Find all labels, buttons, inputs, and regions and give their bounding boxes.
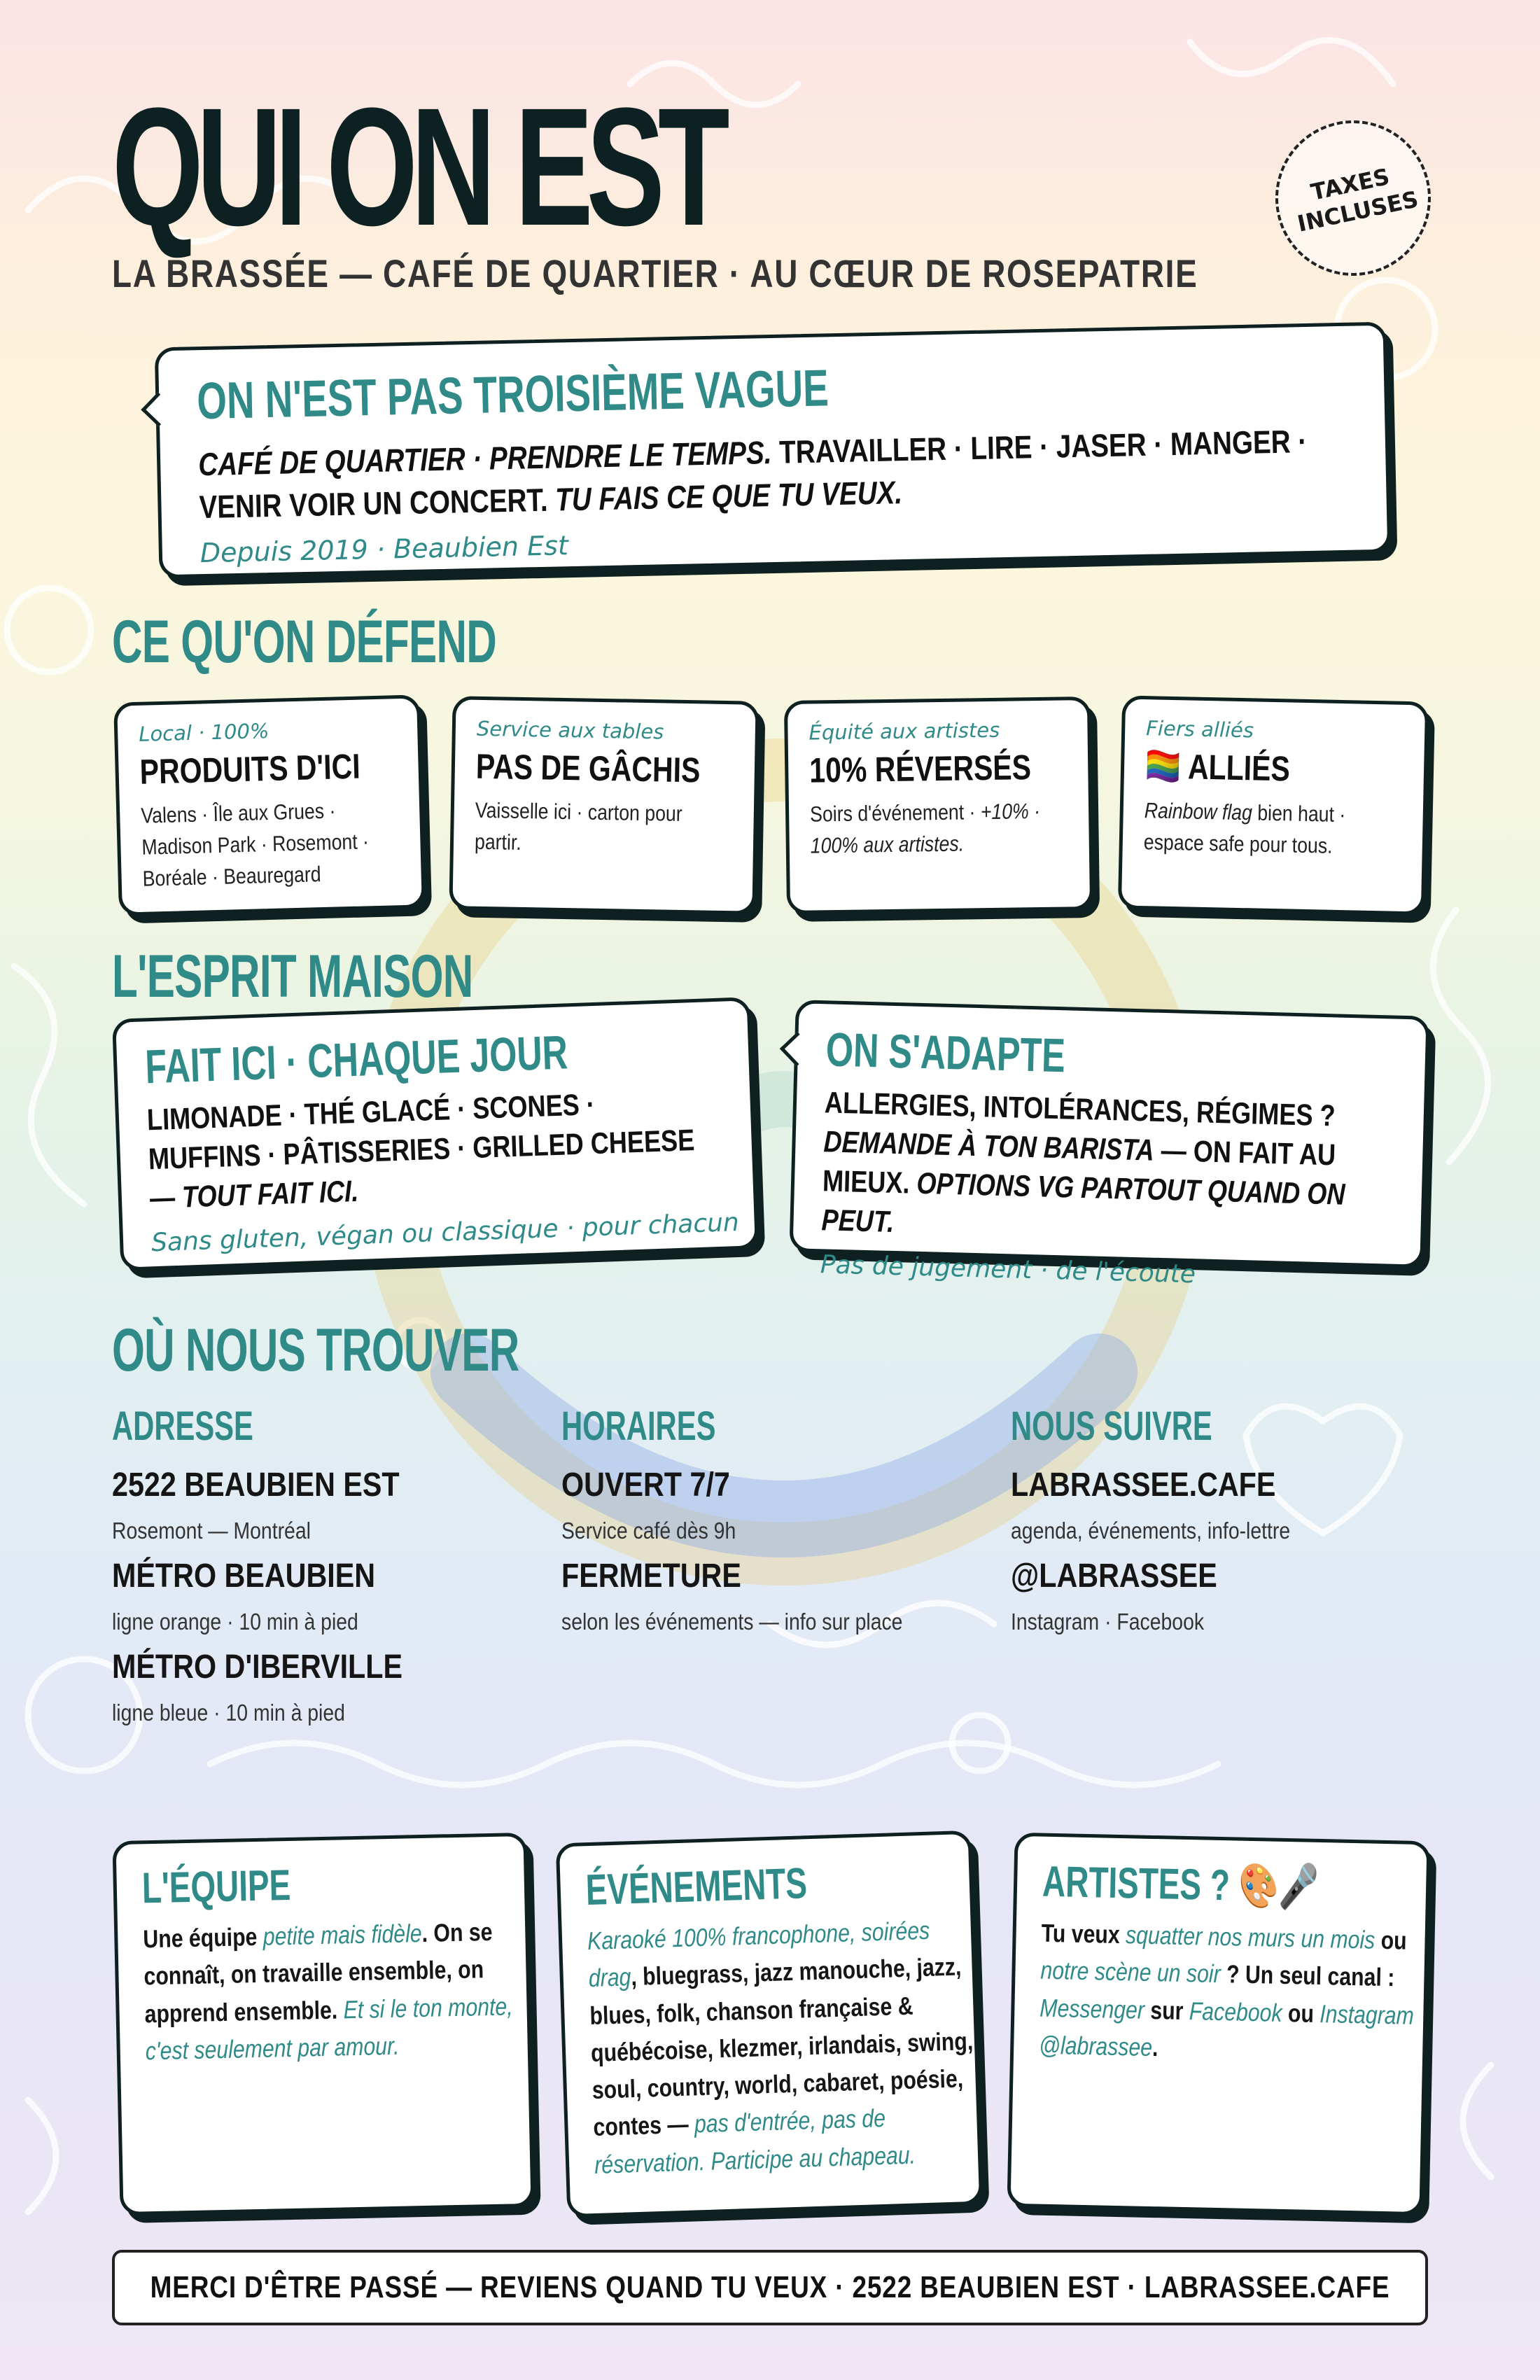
team-title: L'ÉQUIPE [141, 1861, 291, 1913]
on-sadapte-italic-2: OPTIONS VG PARTOUT QUAND ON PEUT. [821, 1166, 1346, 1239]
hours-close-sub: selon les événements — info sur place [561, 1609, 903, 1634]
hero-body-plain: TRAVAILLER · LIRE · JASER · MANGER · VENIR VOIR UN CONCERT. [198, 423, 1308, 525]
value-title: PAS DE GÂCHIS [475, 746, 701, 790]
hero-body-italic-1: CAFÉ DE QUARTIER · PRENDRE LE TEMPS. [197, 434, 773, 483]
footer-text: MERCI D'ÊTRE PASSÉ — REVIENS QUAND TU VEUX · 2522 BEAUBIEN EST · LABRASSEE.CAFE [150, 2270, 1390, 2304]
stamp-text: TAXES INCLUSES [1295, 163, 1421, 237]
value-card-gachis [449, 696, 759, 915]
team-p2: . On se connaît, on travaille ensemble, on apprend ensemble. [144, 1917, 493, 2028]
hero-card [155, 322, 1392, 579]
value-card-artistes [784, 696, 1093, 914]
team-card [112, 1833, 534, 2216]
events-h1: Karaoké 100% francophone, soirées drag [587, 1915, 930, 1993]
team-h1: petite mais fidèle [262, 1919, 423, 1951]
page-subtitle: LA BRASSÉE — CAFÉ DE QUARTIER · AU CŒUR DE ROSEPATRIE [112, 251, 1198, 295]
social-sub: Instagram · Facebook [1011, 1609, 1205, 1634]
value-tag: Service aux tables [476, 716, 664, 744]
values-heading: CE QU'ON DÉFEND [112, 608, 496, 676]
hours-open: OUVERT 7/7 [561, 1466, 730, 1504]
artists-body [1039, 1914, 1430, 2072]
value-body [810, 795, 1070, 862]
website-sub: agenda, événements, info-lettre [1011, 1518, 1291, 1544]
footer-banner [112, 2250, 1428, 2325]
artists-title-text: ARTISTES ? [1042, 1857, 1231, 1910]
events-title: ÉVÉNEMENTS [584, 1859, 808, 1915]
fait-ici-body [146, 1082, 715, 1219]
palette-microphone-icon: 🎨🎤 [1238, 1861, 1320, 1912]
team-body [143, 1912, 534, 2070]
artists-h5: Instagram @labrassee [1038, 1998, 1415, 2062]
metro-beaubien: MÉTRO BEAUBIEN [112, 1558, 376, 1595]
artists-h2: notre scène un soir [1040, 1955, 1222, 1989]
rainbow-flag-icon: 🏳️‍🌈 [1144, 746, 1182, 787]
artists-p2: ou [1374, 1925, 1408, 1955]
artists-p3: ? Un seul canal : [1220, 1959, 1395, 1992]
artists-h4: Facebook [1189, 1996, 1283, 2027]
fait-ici-signature: Sans gluten, végan ou classique · pour chacun [150, 1208, 740, 1257]
hours-label: HORAIRES [561, 1404, 716, 1449]
value-title: 10% RÉVERSÉS [808, 748, 1032, 790]
metro-iberville-sub: ligne bleue · 10 min à pied [112, 1700, 345, 1726]
social-label: NOUS SUIVRE [1011, 1404, 1212, 1449]
address-city: Rosemont — Montréal [112, 1518, 311, 1544]
artists-p1: Tu veux [1041, 1918, 1126, 1949]
hero-signature: Depuis 2019 · Beaubien Est [200, 530, 569, 569]
hero-body [198, 420, 1317, 528]
metro-iberville: MÉTRO D'IBERVILLE [112, 1648, 403, 1686]
info-heading: OÙ NOUS TROUVER [112, 1317, 519, 1384]
value-body-italic: +10% · 100% aux artistes. [810, 798, 1041, 858]
value-card-local [113, 694, 426, 916]
value-title-text: ALLIÉS [1187, 747, 1291, 789]
speech-bubble-tail [780, 1032, 814, 1066]
value-body [1143, 795, 1409, 864]
value-body-italic: Rainbow flag [1144, 798, 1253, 825]
artists-p4: sur [1144, 1995, 1190, 2025]
artists-card [1007, 1833, 1430, 2216]
fait-ici-title: FAIT ICI · CHAQUE JOUR [144, 1026, 569, 1094]
esprit-heading: L'ESPRIT MAISON [112, 943, 473, 1010]
on-sadapte-plain-2: — ON FAIT AU MIEUX. [822, 1133, 1336, 1200]
events-card [556, 1830, 983, 2218]
value-title: PRODUITS D'ICI [139, 746, 361, 792]
on-sadapte-card [789, 1000, 1429, 1289]
on-sadapte-plain-1: ALLERGIES, INTOLÉRANCES, RÉGIMES ? [824, 1086, 1336, 1133]
social-handle[interactable]: @LABRASSEE [1011, 1558, 1217, 1595]
value-tag: Équité aux artistes [808, 718, 1000, 745]
hours-open-sub: Service café dès 9h [561, 1518, 736, 1544]
taxes-stamp [1261, 106, 1445, 290]
on-sadapte-body [821, 1084, 1390, 1255]
value-tag: Local · 100% [138, 718, 270, 746]
artists-h1: squatter nos murs un mois [1125, 1920, 1376, 1954]
value-title [1145, 746, 1357, 791]
on-sadapte-title: ON S'ADAPTE [825, 1023, 1066, 1083]
hero-title: ON N'EST PAS TROISIÈME VAGUE [196, 358, 830, 430]
website-link[interactable]: LABRASSEE.CAFE [1011, 1466, 1276, 1504]
value-card-allies [1118, 695, 1429, 915]
artists-h3: Messenger [1040, 1993, 1145, 2024]
on-sadapte-signature: Pas de jugement · de l'écoute [820, 1250, 1196, 1289]
fait-ici-body-plain: LIMONADE · THÉ GLACÉ · SCONES · MUFFINS · PÂTISSERIES · GRILLED CHEESE — [146, 1088, 696, 1216]
value-body: Vaisselle ici · carton pour partir. [474, 797, 682, 855]
events-body [587, 1910, 983, 2183]
hours-close: FERMETURE [561, 1558, 741, 1595]
speech-bubble-tail [141, 392, 175, 426]
page-title: QUI ON EST [112, 73, 723, 260]
value-body: Valens · Île aux Grues · Madison Park · Rosemont · Boréale · Beauregard [140, 798, 370, 891]
artists-title [1042, 1856, 1320, 1913]
team-p1: Une équipe [142, 1921, 264, 1954]
metro-beaubien-sub: ligne orange · 10 min à pied [112, 1609, 358, 1634]
events-h2: pas d'entrée, pas de réservation. Participe au chapeau. [594, 2104, 916, 2179]
artists-p5: ou [1282, 1998, 1320, 2028]
artists-p6: . [1152, 2032, 1158, 2062]
value-body-plain: Soirs d'événement · [809, 799, 981, 827]
value-body-plain: bien haut · espace safe pour tous. [1143, 800, 1346, 858]
team-h2: Et si le ton monte, c'est seulement par amour. [145, 1991, 513, 2066]
address-label: ADRESSE [112, 1404, 253, 1449]
on-sadapte-italic-1: DEMANDE À TON BARISTA [822, 1125, 1155, 1168]
events-p1: , bluegrass, jazz manouche, jazz, blues, folk, chanson française & québécoise, klezmer, irlandais, swing, soul, country, world, cabaret, poésie, contes — [589, 1952, 974, 2142]
fait-ici-body-italic: TOUT FAIT ICI. [181, 1174, 359, 1214]
fait-ici-card [112, 997, 759, 1271]
address-line: 2522 BEAUBIEN EST [112, 1466, 400, 1504]
value-tag: Fiers alliés [1145, 716, 1254, 743]
hero-body-italic-2: TU FAIS CE QUE TU VEUX. [554, 473, 903, 518]
